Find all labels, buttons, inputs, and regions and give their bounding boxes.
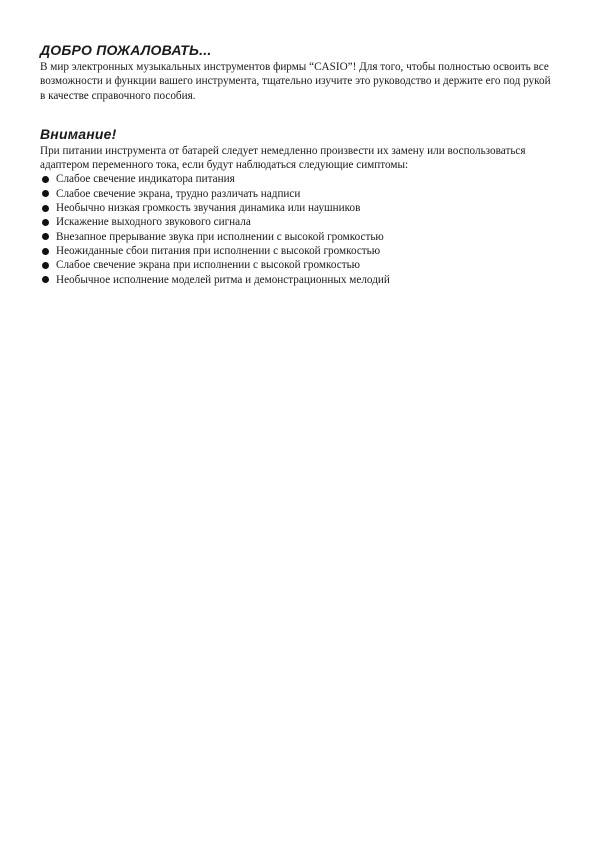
bullet-icon (42, 248, 49, 255)
welcome-text: В мир электронных музыкальных инструментов фирмы “CASIO”! Для того, чтобы полностью освоить все возможности и функции вашего инструмента, тщательно изучите это руководство и держите его под рукой в качестве справочного пособия. (40, 61, 551, 102)
symptom-list (40, 172, 560, 286)
symptom-text: Слабое свечение экрана, трудно различать надписи (56, 187, 301, 200)
welcome-heading: ДОБРО ПОЖАЛОВАТЬ... (40, 42, 212, 58)
symptom-item (40, 215, 560, 229)
symptom-item (40, 187, 560, 201)
symptom-text: Неожиданные сбои питания при исполнении с высокой громкостью (56, 244, 381, 257)
symptom-item (40, 172, 560, 186)
symptom-item (40, 258, 560, 272)
bullet-icon (42, 262, 49, 269)
symptom-item (40, 244, 560, 258)
attention-section (40, 126, 560, 287)
symptom-text: Искажение выходного звукового сигнала (56, 216, 251, 229)
symptom-item (40, 273, 560, 287)
bullet-icon (42, 176, 49, 183)
welcome-section (40, 42, 560, 103)
bullet-icon (42, 219, 49, 226)
bullet-icon (42, 233, 49, 240)
symptom-text: Слабое свечение экрана при исполнении с высокой громкостью (56, 259, 361, 272)
symptom-item (40, 230, 560, 244)
symptom-text: Слабое свечение индикатора питания (56, 173, 235, 186)
bullet-icon (42, 276, 49, 283)
symptom-item (40, 201, 560, 215)
symptom-text: Необычно низкая громкость звучания динамика или наушников (56, 202, 361, 215)
manual-page (40, 42, 560, 287)
symptom-text: Необычное исполнение моделей ритма и демонстрационных мелодий (56, 273, 390, 286)
bullet-icon (42, 190, 49, 197)
symptom-text: Внезапное прерывание звука при исполнении с высокой громкостью (56, 230, 384, 243)
bullet-icon (42, 205, 49, 212)
attention-text: При питании инструмента от батарей следует немедленно произвести их замену или воспользоваться адаптером переменного тока, если будут наблюдаться следующие симптомы: (40, 144, 526, 172)
attention-heading: Внимание! (40, 125, 117, 142)
